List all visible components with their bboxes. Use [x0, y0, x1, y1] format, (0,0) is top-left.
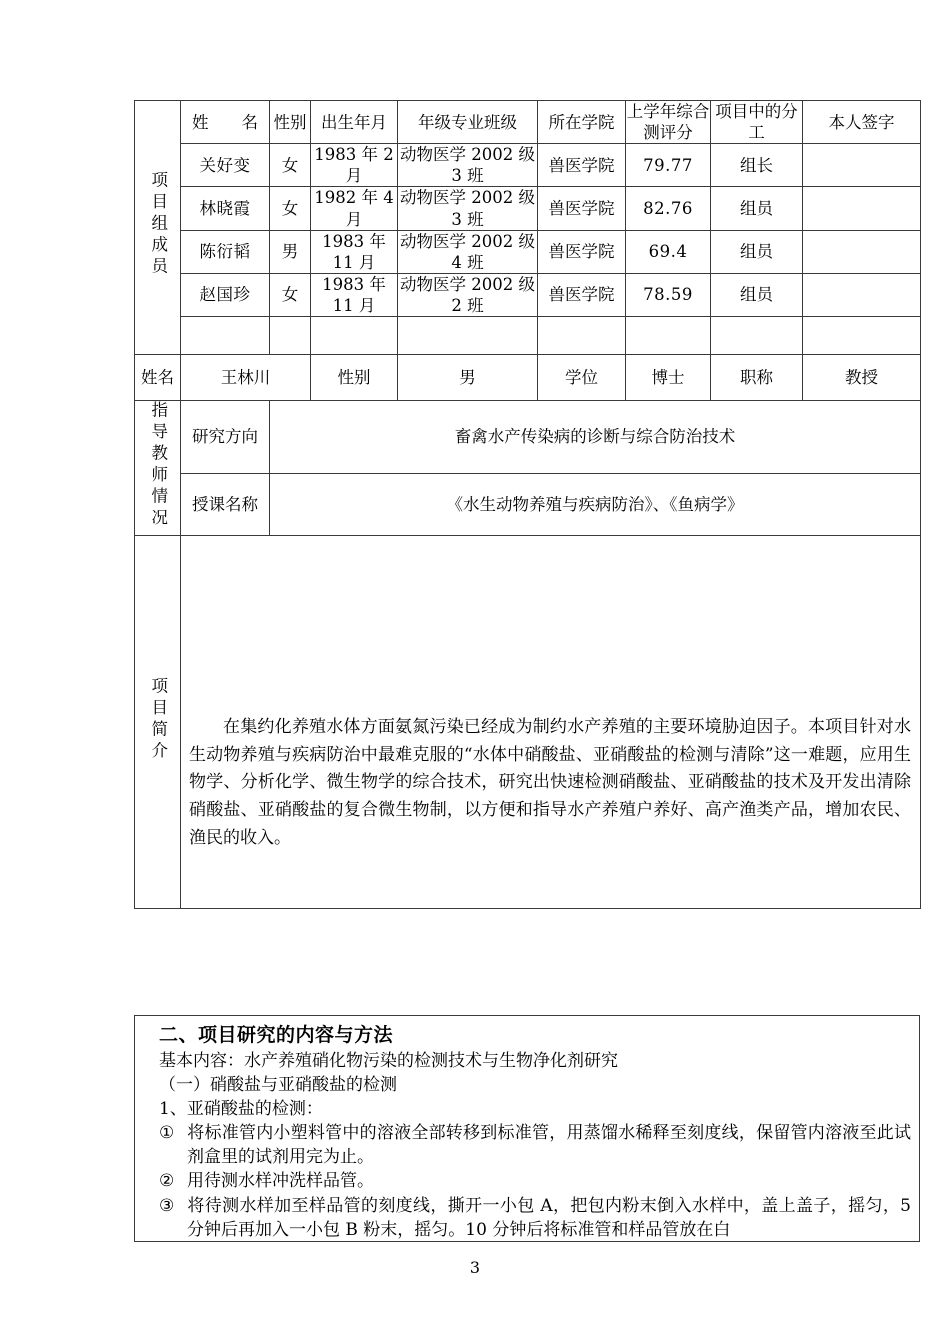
- header-score: 上学年综合测评分: [626, 102, 710, 143]
- advisor-gender-label: 性别: [311, 355, 398, 401]
- member-college[interactable]: [538, 317, 626, 355]
- member-class: 动物医学 2002 级 3 班: [398, 144, 538, 187]
- item-heading-line: 1、亚硝酸盐的检测：: [159, 1099, 323, 1119]
- research-content-inner: [135, 1016, 919, 1242]
- table-row: [135, 187, 921, 230]
- advisor-side-label: 指导教师情况: [148, 401, 168, 531]
- list-item-text: 用待测水样冲洗样品管。: [187, 1171, 374, 1192]
- table-row: [135, 230, 921, 273]
- intro-row: [135, 536, 921, 909]
- member-gender[interactable]: [270, 317, 311, 355]
- header-birth: 出生年月: [311, 101, 398, 144]
- header-college: 所在学院: [538, 101, 626, 144]
- member-role[interactable]: [711, 317, 803, 355]
- member-name: 陈衍韬: [181, 230, 270, 273]
- list-item: [159, 1121, 911, 1169]
- list-item: [159, 1194, 911, 1242]
- table-row: [135, 144, 921, 187]
- member-class: 动物医学 2002 级 3 班: [398, 187, 538, 230]
- member-score: 82.76: [626, 187, 711, 230]
- member-college: 兽医学院: [538, 230, 626, 273]
- member-birth: 1983 年 11 月: [311, 273, 398, 316]
- member-gender: 女: [270, 144, 311, 187]
- member-score: 69.4: [626, 230, 711, 273]
- member-college: 兽医学院: [538, 144, 626, 187]
- advisor-title-value: 教授: [803, 355, 921, 401]
- member-class: 动物医学 2002 级 4 班: [398, 230, 538, 273]
- member-signature[interactable]: [803, 187, 921, 230]
- header-role: 项目中的分工: [711, 101, 803, 144]
- header-class: 年级专业班级: [398, 101, 538, 144]
- member-score: 78.59: [626, 273, 711, 316]
- advisor-name-label: 姓名: [135, 355, 181, 401]
- member-name: 赵国珍: [181, 273, 270, 316]
- member-gender: 男: [270, 230, 311, 273]
- member-signature[interactable]: [803, 144, 921, 187]
- application-form-table: [134, 100, 921, 909]
- member-gender: 女: [270, 273, 311, 316]
- header-signature: 本人签字: [803, 101, 921, 144]
- basic-content-line: 基本内容：水产养殖硝化物污染的检测技术与生物净化剂研究: [159, 1050, 618, 1071]
- member-score[interactable]: [626, 317, 711, 355]
- list-marker: ①: [159, 1123, 175, 1144]
- members-header-row: [135, 101, 921, 144]
- member-role: 组员: [711, 273, 803, 316]
- list-item: [159, 1169, 911, 1193]
- subsection-line: （一）硝酸盐与亚硝酸盐的检测: [159, 1074, 397, 1095]
- advisor-research-row: [135, 401, 921, 474]
- list-item-text: 将待测水样加至样品管的刻度线，撕开一小包 A，把包内粉末倒入水样中，盖上盖子，摇匀，5 分钟后再加入一小包 B 粉末，摇匀。10 分钟后将标准管和样品管放在白: [187, 1195, 911, 1240]
- table-row: [135, 317, 921, 355]
- member-name[interactable]: [181, 317, 270, 355]
- member-class[interactable]: [398, 317, 538, 355]
- member-birth[interactable]: [311, 317, 398, 355]
- member-birth: 1982 年 4 月: [311, 187, 398, 230]
- member-signature[interactable]: [803, 230, 921, 273]
- advisor-name-value: 王林川: [181, 355, 311, 401]
- advisor-courses-label: 授课名称: [181, 473, 270, 536]
- member-gender: 女: [270, 187, 311, 230]
- advisor-gender-value: 男: [398, 355, 538, 401]
- member-name: 关好变: [181, 144, 270, 187]
- member-birth: 1983 年 2 月: [311, 144, 398, 187]
- page-number: 3: [469, 1258, 481, 1277]
- member-signature[interactable]: [803, 317, 921, 355]
- intro-side-label: 项目简介: [148, 676, 168, 763]
- intro-text-cell: [181, 536, 921, 909]
- member-role: 组员: [711, 230, 803, 273]
- advisor-research-value: 畜禽水产传染病的诊断与综合防治技术: [270, 401, 921, 474]
- member-college: 兽医学院: [538, 187, 626, 230]
- member-role: 组长: [711, 144, 803, 187]
- list-item-text: 将标准管内小塑料管中的溶液全部转移到标准管，用蒸馏水稀释至刻度线，保留管内溶液至此试剂盒里的试剂用完为止。: [187, 1123, 911, 1168]
- advisor-identity-row: [135, 355, 921, 401]
- advisor-research-label: 研究方向: [181, 401, 270, 474]
- intro-paragraph: 在集约化养殖水体方面氨氮污染已经成为制约水产养殖的主要环境胁迫因子。本项目针对水生动物养殖与疾病防治中最难克服的“水体中硝酸盐、亚硝酸盐的检测与清除”这一难题，应用生物学、分析化学、微生物学的综合技术，研究出快速检测硝酸盐、亚硝酸盐的技术及开发出清除硝酸盐、亚硝酸盐的复合微生物制，以方便和指导水产养殖户养好、高产渔类产品，增加农民、渔民的收入。: [189, 717, 911, 848]
- table-row: [135, 273, 921, 316]
- member-birth: 1983 年 11 月: [311, 230, 398, 273]
- list-marker: ②: [159, 1171, 175, 1192]
- advisor-courses-value: 《水生动物养殖与疾病防治》、《鱼病学》: [270, 473, 921, 536]
- header-name: 姓 名: [181, 101, 270, 144]
- intro-side-label-cell: [135, 536, 181, 909]
- advisor-title-label: 职称: [711, 355, 803, 401]
- header-gender: 性别: [270, 101, 311, 144]
- member-role: 组员: [711, 187, 803, 230]
- members-side-label: 项目组成员: [148, 171, 168, 279]
- intro-top-spacer: [181, 592, 920, 714]
- advisor-side-label-cell: [135, 401, 181, 536]
- member-signature[interactable]: [803, 273, 921, 316]
- section-title: 二、项目研究的内容与方法: [159, 1024, 394, 1046]
- member-score: 79.77: [626, 144, 711, 187]
- list-marker: ③: [159, 1195, 175, 1216]
- research-content-block: [134, 1015, 920, 1242]
- advisor-degree-label: 学位: [538, 355, 626, 401]
- member-class: 动物医学 2002 级 2 班: [398, 273, 538, 316]
- member-college: 兽医学院: [538, 273, 626, 316]
- member-name: 林晓霞: [181, 187, 270, 230]
- advisor-degree-value: 博士: [626, 355, 711, 401]
- members-side-label-cell: [135, 101, 181, 355]
- intro-inner: [181, 714, 920, 852]
- advisor-courses-row: [135, 473, 921, 536]
